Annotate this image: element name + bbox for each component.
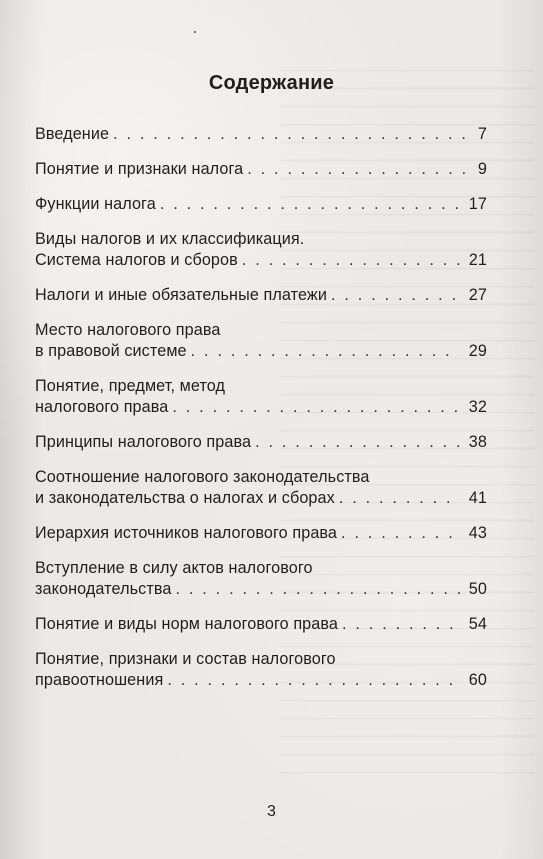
toc-entry [35, 285, 487, 306]
toc-entry-title-line: законодательства [35, 580, 172, 598]
dot-leader [247, 159, 469, 180]
toc-entry-title-line: Принципы налогового права [35, 433, 252, 451]
toc-page-number: 21 [468, 251, 487, 269]
toc-page-number: 7 [477, 125, 487, 143]
toc-entry-last-line [35, 397, 487, 418]
dot-leader [342, 614, 460, 635]
dot-leader [242, 250, 460, 271]
toc-entry-title-line: Иерархия источников налогового права [35, 524, 338, 542]
toc-entry-last-line [35, 432, 487, 453]
toc-page-number: 50 [468, 580, 487, 598]
toc-entry-last-line [35, 488, 487, 509]
toc-entry [35, 649, 487, 691]
toc-entry-last-line [35, 614, 487, 635]
dot-leader [191, 341, 460, 362]
dot-leader [331, 285, 460, 306]
toc-entry-title-line: Функции налога [35, 195, 156, 213]
toc-entry-title-line: Вступление в силу актов налогового [35, 559, 313, 577]
dot-leader [160, 194, 460, 215]
toc-entry [35, 467, 487, 509]
toc-page-number: 27 [468, 286, 487, 304]
dot-leader [175, 579, 459, 600]
dot-leader [341, 523, 460, 544]
toc-entry [35, 124, 487, 145]
toc-entry [35, 320, 487, 362]
toc-entry [35, 558, 487, 600]
toc-entry-title-line: Понятие, предмет, метод [35, 377, 226, 395]
toc-entry [35, 614, 487, 635]
toc-entry [35, 376, 487, 418]
toc-entry-last-line [35, 124, 487, 145]
toc-entry-last-line [35, 285, 487, 306]
print-mark [194, 31, 196, 33]
toc-entry-last-line [35, 341, 487, 362]
toc-page-number: 32 [468, 398, 487, 416]
toc-entry [35, 229, 487, 271]
toc-entry-title-line: Система налогов и сборов [35, 251, 238, 269]
toc-page-number: 29 [468, 342, 487, 360]
toc-entry [35, 159, 487, 180]
toc-entry-title-line: в правовой системе [35, 342, 187, 360]
toc-page-number: 54 [468, 615, 487, 633]
toc-entry [35, 523, 487, 544]
toc-entry-last-line [35, 250, 487, 271]
toc-page-number: 41 [468, 489, 487, 507]
toc-entry-title-line: Виды налогов и их классификация. [35, 230, 305, 248]
toc-entry-last-line [35, 194, 487, 215]
dot-leader [172, 397, 459, 418]
toc-entry-title-line: налогового права [35, 398, 169, 416]
toc-page-number: 9 [477, 160, 487, 178]
toc-entry [35, 194, 487, 215]
toc-page-number: 38 [468, 433, 487, 451]
dot-leader [167, 670, 459, 691]
toc-entry-last-line [35, 670, 487, 691]
toc-entry-title-line: и законодательства о налогах и сборах [35, 489, 335, 507]
toc-entry-title-line: Налоги и иные обязательные платежи [35, 286, 328, 304]
toc-page-number: 43 [468, 524, 487, 542]
toc-entry-title-line: Введение [35, 125, 110, 143]
toc-entry-last-line [35, 579, 487, 600]
toc-entry-title-line: Понятие и виды норм налогового права [35, 615, 339, 633]
dot-leader [255, 432, 460, 453]
toc-entry-title-line: Соотношение налогового законодательства [35, 468, 370, 486]
toc-entry-title-line: Понятие, признаки и состав налогового [35, 650, 336, 668]
toc-entry [35, 432, 487, 453]
dot-leader [339, 488, 460, 509]
toc-entry-last-line [35, 523, 487, 544]
toc-entry-title-line: Место налогового права [35, 321, 221, 339]
page-number-footer: 3 [267, 803, 276, 820]
toc-entry-title-line: правоотношения [35, 671, 164, 689]
table-of-contents [35, 124, 487, 705]
toc-page-number: 17 [468, 195, 487, 213]
page-title: Содержание [208, 72, 335, 94]
toc-page-number: 60 [468, 671, 487, 689]
toc-entry-title-line: Понятие и признаки налога [35, 160, 244, 178]
dot-leader [113, 124, 469, 145]
toc-entry-last-line [35, 159, 487, 180]
